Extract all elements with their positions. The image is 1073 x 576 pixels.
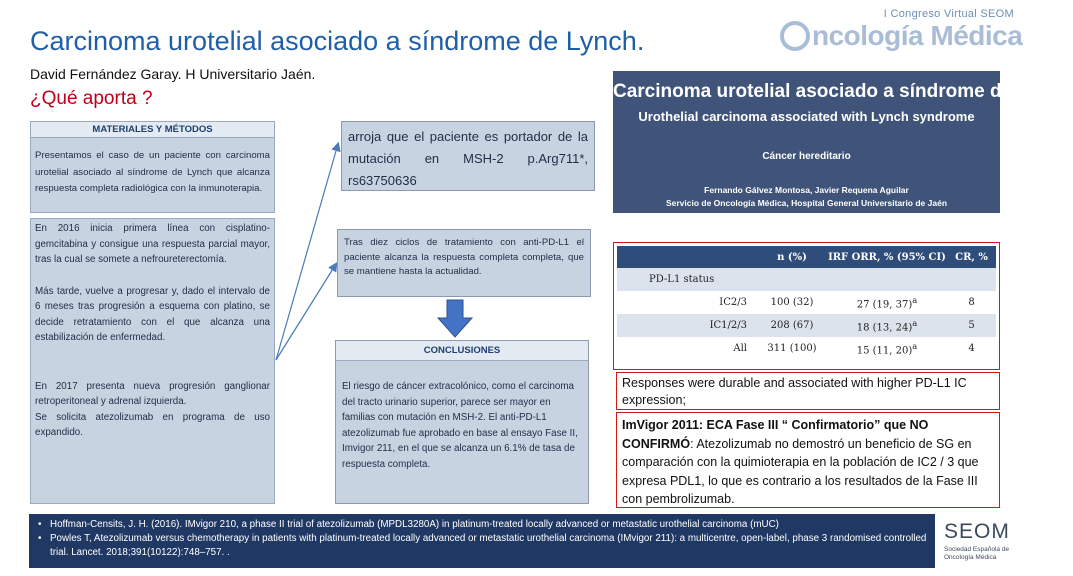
table-cell: 8	[968, 297, 975, 308]
table-cell: All	[733, 343, 747, 354]
conclusiones-panel	[335, 340, 589, 504]
paper-authors: Fernando Gálvez Montosa, Javier Requena Aguilar	[704, 185, 909, 195]
reference-item: • Hoffman-Censits, J. H. (2016). IMvigor 210, a phase II trial of atezolizumab (MPDL3280A) in platinum-treated locally advanced or metastatic urothelial carcinoma (mUC)	[35, 518, 929, 532]
table-header-row	[617, 246, 996, 268]
seom-name: SEOM	[944, 520, 1010, 543]
references-footer	[29, 514, 935, 568]
imvigor-text: : Atezolizumab no demostró un beneficio de SG en comparación con la quimioterapia en la población de IC2 / 3 que expresa PDL1, lo que es contrario a los resultados de la Fase III con pembrolizumab.	[622, 436, 979, 506]
table-cell: 208 (67)	[757, 314, 827, 337]
paper-title-en: Urothelial carcinoma associated with Lynch syndrome	[638, 109, 975, 124]
responses-note: Responses were durable and associated with higher PD-L1 IC expression;	[616, 372, 1000, 410]
table-cell: 15 (11, 20)$^a$	[856, 340, 918, 357]
question-heading: ¿Qué aporta ?	[30, 88, 153, 109]
materiales-text: Presentamos el caso de un paciente con carcinoma urotelial asociado al síndrome de Lynch que alcanza respuesta completa radiológica con la inmunoterapia.	[35, 150, 270, 194]
pdl1-table-box	[613, 242, 1000, 370]
logo-wordmark: ncología Médica	[780, 20, 1022, 52]
history-paragraph-3: En 2017 presenta nueva progresión ganglionar retroperitoneal y adrenal izquierda.	[35, 380, 270, 407]
history-paragraph-4: Se solicita atezolizumab en programa de uso expandido.	[35, 411, 270, 438]
history-panel	[30, 218, 275, 504]
seom-logo	[944, 520, 1020, 570]
author-line: David Fernández Garay. H Universitario Jaén.	[30, 66, 316, 82]
table-row	[617, 268, 996, 291]
down-arrow-icon	[437, 300, 473, 338]
table-cell: 18 (13, 24)$^a$	[827, 314, 947, 337]
history-paragraph-2: Más tarde, vuelve a progresar y, dado el intervalo de 6 meses tras progresión a esquema con platino, se decide retratamiento con el que alcanza una estabilización de enfermedad.	[35, 285, 270, 343]
table-header-cell: IRF ORR, % (95% CI)	[827, 246, 947, 268]
logo-o-icon	[780, 21, 810, 51]
table-row	[617, 337, 996, 360]
history-paragraph-1: En 2016 inicia primera línea con cisplatino-gemcitabina y consigue una respuesta parcial mayor, tras la cual se somete a nefroureterectomía.	[35, 223, 270, 265]
reference-item: • Powles T, Atezolizumab versus chemotherapy in patients with platinum-treated locally advanced or metastatic urothelial carcinoma (IMvigor 211): a multicentre, open-label, phase 3 randomised controlled trial. Lancet. 2018;391(10122):748–757. .	[35, 532, 929, 560]
seom-subtitle: Sociedad Española de Oncología Médica	[944, 546, 1010, 561]
pdl1-table	[617, 246, 996, 360]
table-header-cell: n (%)	[757, 246, 827, 268]
conclusiones-text: El riesgo de cáncer extracolónico, como el carcinoma del tracto urinario superior, parece ser mayor en familias con mutación en MSH-2. El anti-PD-L1 atezolizumab fue aprobado en base al ensayo Fase II, Imvigor 211, en el que se alcanza un 6.1% de tasa de respuesta completa.	[342, 381, 578, 470]
materiales-heading: MATERIALES Y MÉTODOS	[31, 122, 274, 138]
table-cell: 311 (100)	[767, 343, 817, 354]
mutation-box: arroja que el paciente es portador de la mutación en MSH-2 p.Arg711*, rs63750636	[341, 121, 595, 191]
paper-service: Servicio de Oncología Médica, Hospital General Universitario de Jaén	[665, 198, 948, 208]
table-cell: IC1/2/3	[617, 314, 757, 337]
response-box: Tras diez ciclos de tratamiento con anti-PD-L1 el paciente alcanza la respuesta completa completa, que se mantiene hasta la actualidad.	[337, 229, 591, 297]
table-cell: 5	[947, 314, 996, 337]
table-header-cell: CR, %	[947, 246, 996, 268]
paper-title-es: Carcinoma urotelial asociado a síndrome de Lynch	[613, 81, 1073, 102]
table-header-cell	[617, 246, 757, 268]
materiales-panel	[30, 121, 275, 213]
table-cell: IC2/3	[719, 297, 747, 308]
table-row	[617, 314, 996, 337]
table-cell: PD-L1 status	[617, 268, 757, 291]
table-cell: 4	[968, 343, 975, 354]
paper-title-card	[613, 71, 1073, 213]
page-title: Carcinoma urotelial asociado a síndrome de Lynch.	[30, 26, 645, 56]
table-cell: 27 (19, 37)$^a$	[856, 294, 918, 311]
paper-category: Cáncer hereditario	[762, 151, 851, 162]
arrow-to-mutation	[276, 144, 338, 360]
congress-name: I Congreso Virtual SEOM	[883, 8, 1014, 20]
table-cell: 100 (32)	[770, 297, 814, 308]
arrow-to-response	[276, 264, 336, 360]
imvigor-note	[616, 412, 1000, 508]
congress-logo	[778, 6, 1023, 74]
conclusiones-heading: CONCLUSIONES	[336, 341, 588, 361]
imvigor-bold: ImVigor 2011: ECA Fase III “ Confirmatorio” que NO CONFIRMÓ	[622, 418, 929, 451]
table-row	[617, 291, 996, 314]
